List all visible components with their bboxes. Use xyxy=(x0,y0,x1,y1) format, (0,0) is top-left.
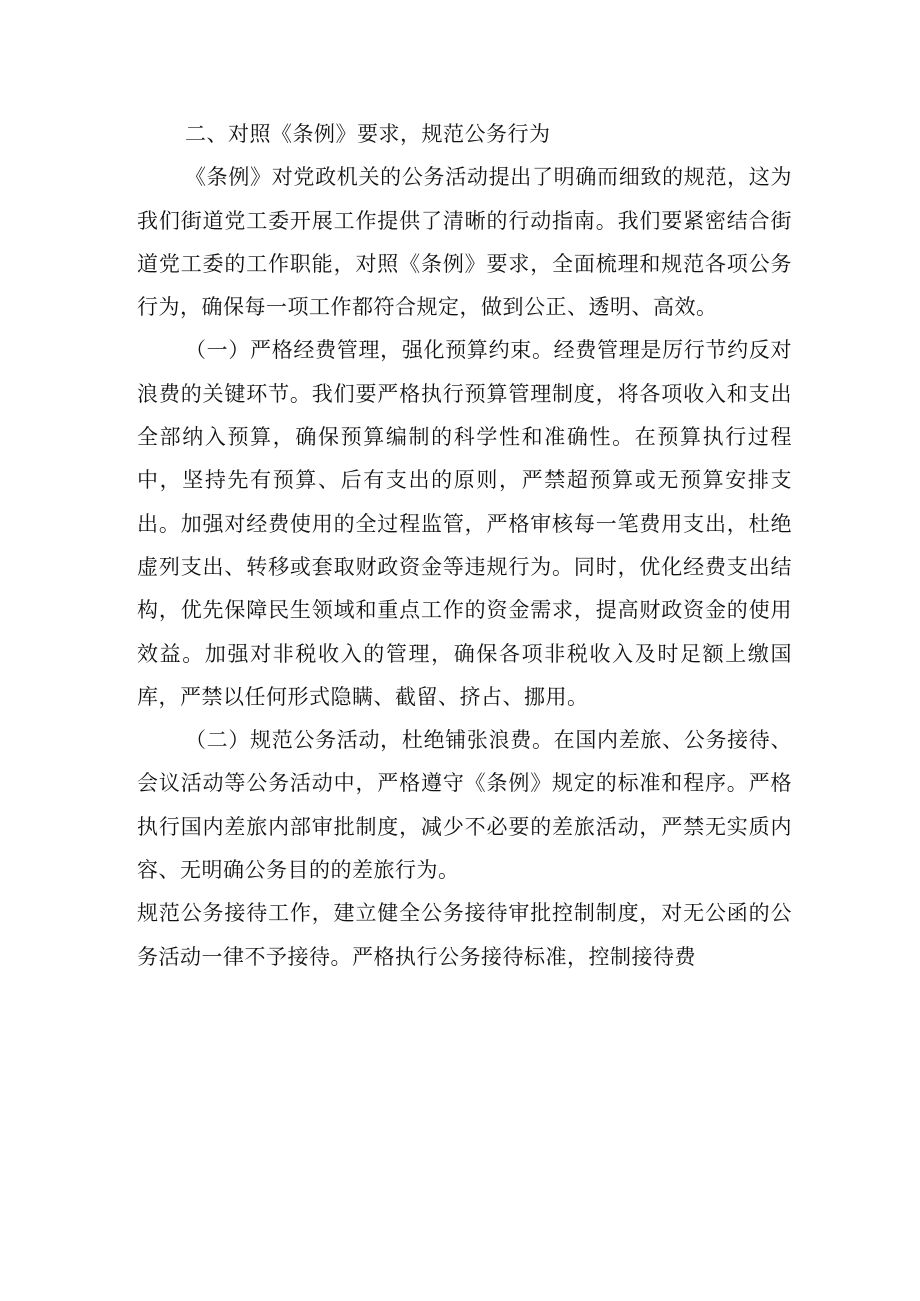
section-heading: 二、对照《条例》要求，规范公务行为 xyxy=(185,122,551,146)
paragraph-reception: 规范公务接待工作，建立健全公务接待审批控制制度，对无公函的公务活动一律不予接待。严格执行公务接待标准，控制接待费 xyxy=(137,901,792,969)
paragraph-official-activities: （二）规范公务活动，杜绝铺张浪费。在国内差旅、公务接待、会议活动等公务活动中，严格遵守《条例》规定的标准和程序。严格执行国内差旅内部审批制度，减少不必要的差旅活动，严禁无实质内容、无明确公务目的的差旅行为。 xyxy=(137,728,792,883)
document-body xyxy=(137,113,792,979)
paragraph-intro: 《条例》对党政机关的公务活动提出了明确而细致的规范，这为我们街道党工委开展工作提供了清晰的行动指南。我们要紧密结合街道党工委的工作职能，对照《条例》要求，全面梳理和规范各项公务行为，确保每一项工作都符合规定，做到公正、透明、高效。 xyxy=(137,165,792,320)
paragraph-funding-management: （一）严格经费管理，强化预算约束。经费管理是厉行节约反对浪费的关键环节。我们要严格执行预算管理制度，将各项收入和支出全部纳入预算，确保预算编制的科学性和准确性。在预算执行过程中，坚持先有预算、后有支出的原则，严禁超预算或无预算安排支出。加强对经费使用的全过程监管，严格审核每一笔费用支出，杜绝虚列支出、转移或套取财政资金等违规行为。同时，优化经费支出结构，优先保障民生领域和重点工作的资金需求，提高财政资金的使用效益。加强对非税收入的管理，确保各项非税收入及时足额上缴国库，严禁以任何形式隐瞒、截留、挤占、挪用。 xyxy=(137,338,792,709)
